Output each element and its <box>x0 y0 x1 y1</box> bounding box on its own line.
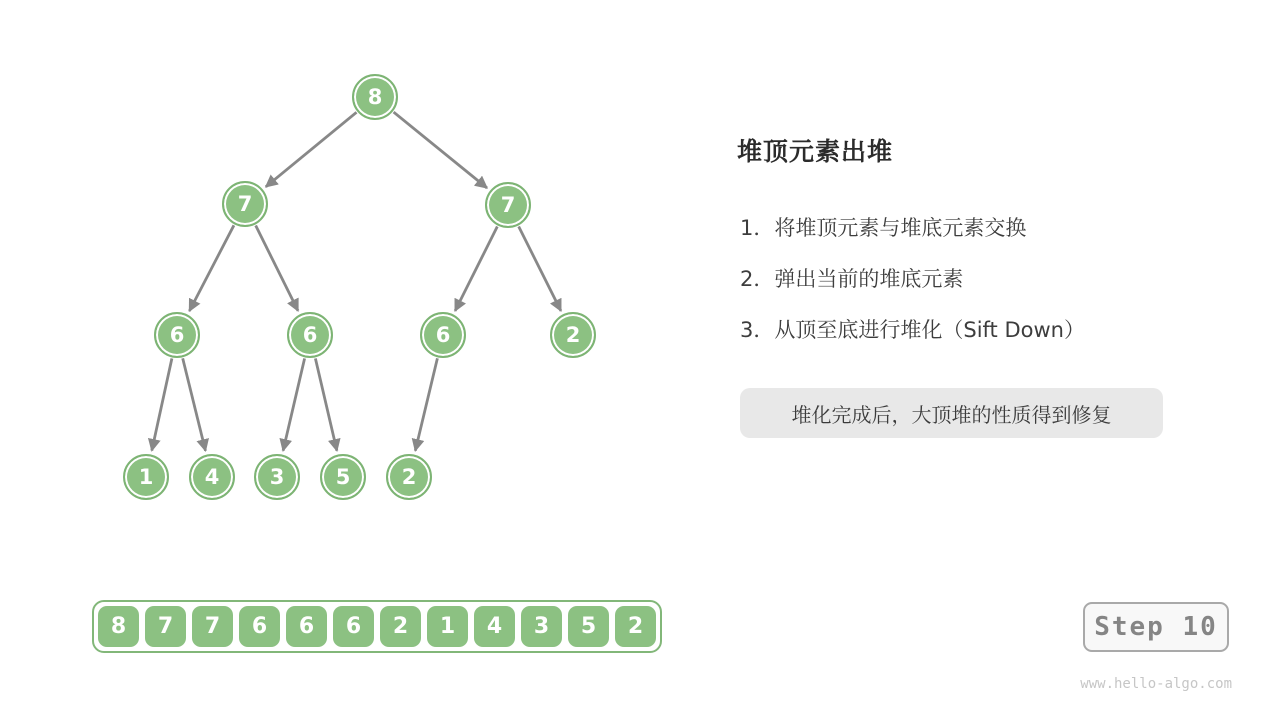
step-item-2: 2．弹出当前的堆底元素 <box>740 267 964 291</box>
tree-node-4: 6 <box>287 312 333 358</box>
tree-edge-1-3 <box>189 225 234 311</box>
tree-node-10: 5 <box>320 454 366 500</box>
array-cell-5: 6 <box>333 606 374 647</box>
array-cell-1: 7 <box>145 606 186 647</box>
tree-node-2: 7 <box>485 182 531 228</box>
tree-edge-3-8 <box>183 358 206 451</box>
tree-edge-5-11 <box>415 358 437 450</box>
tree-node-9: 3 <box>254 454 300 500</box>
tree-edge-0-2 <box>394 112 487 188</box>
step-item-3: 3．从顶至底进行堆化（Sift Down） <box>740 318 1085 342</box>
note-box: 堆化完成后，大顶堆的性质得到修复 <box>740 388 1163 438</box>
tree-node-11: 2 <box>386 454 432 500</box>
step-item-1: 1．将堆顶元素与堆底元素交换 <box>740 216 1027 240</box>
steps-list <box>740 217 1085 370</box>
tree-edge-4-10 <box>315 358 337 450</box>
tree-node-6: 2 <box>550 312 596 358</box>
array-cell-11: 2 <box>615 606 656 647</box>
tree-edge-3-7 <box>152 358 172 450</box>
tree-edge-0-1 <box>266 112 357 187</box>
panel-title: 堆顶元素出堆 <box>737 137 894 166</box>
tree-edge-2-6 <box>519 227 561 311</box>
tree-node-0: 8 <box>352 74 398 120</box>
tree-edge-4-9 <box>283 358 305 450</box>
watermark: www.hello-algo.com <box>1080 676 1232 692</box>
tree-edge-2-5 <box>455 227 497 311</box>
array-cell-7: 1 <box>427 606 468 647</box>
array-cell-6: 2 <box>380 606 421 647</box>
heap-array <box>92 600 662 653</box>
array-cell-3: 6 <box>239 606 280 647</box>
array-cell-0: 8 <box>98 606 139 647</box>
tree-node-5: 6 <box>420 312 466 358</box>
step-badge: Step 10 <box>1083 602 1229 652</box>
array-cell-9: 3 <box>521 606 562 647</box>
array-cell-2: 7 <box>192 606 233 647</box>
tree-node-1: 7 <box>222 181 268 227</box>
array-cell-8: 4 <box>474 606 515 647</box>
tree-node-8: 4 <box>189 454 235 500</box>
tree-node-7: 1 <box>123 454 169 500</box>
tree-edge-1-4 <box>256 226 298 311</box>
array-cell-10: 5 <box>568 606 609 647</box>
tree-node-3: 6 <box>154 312 200 358</box>
array-cell-4: 6 <box>286 606 327 647</box>
